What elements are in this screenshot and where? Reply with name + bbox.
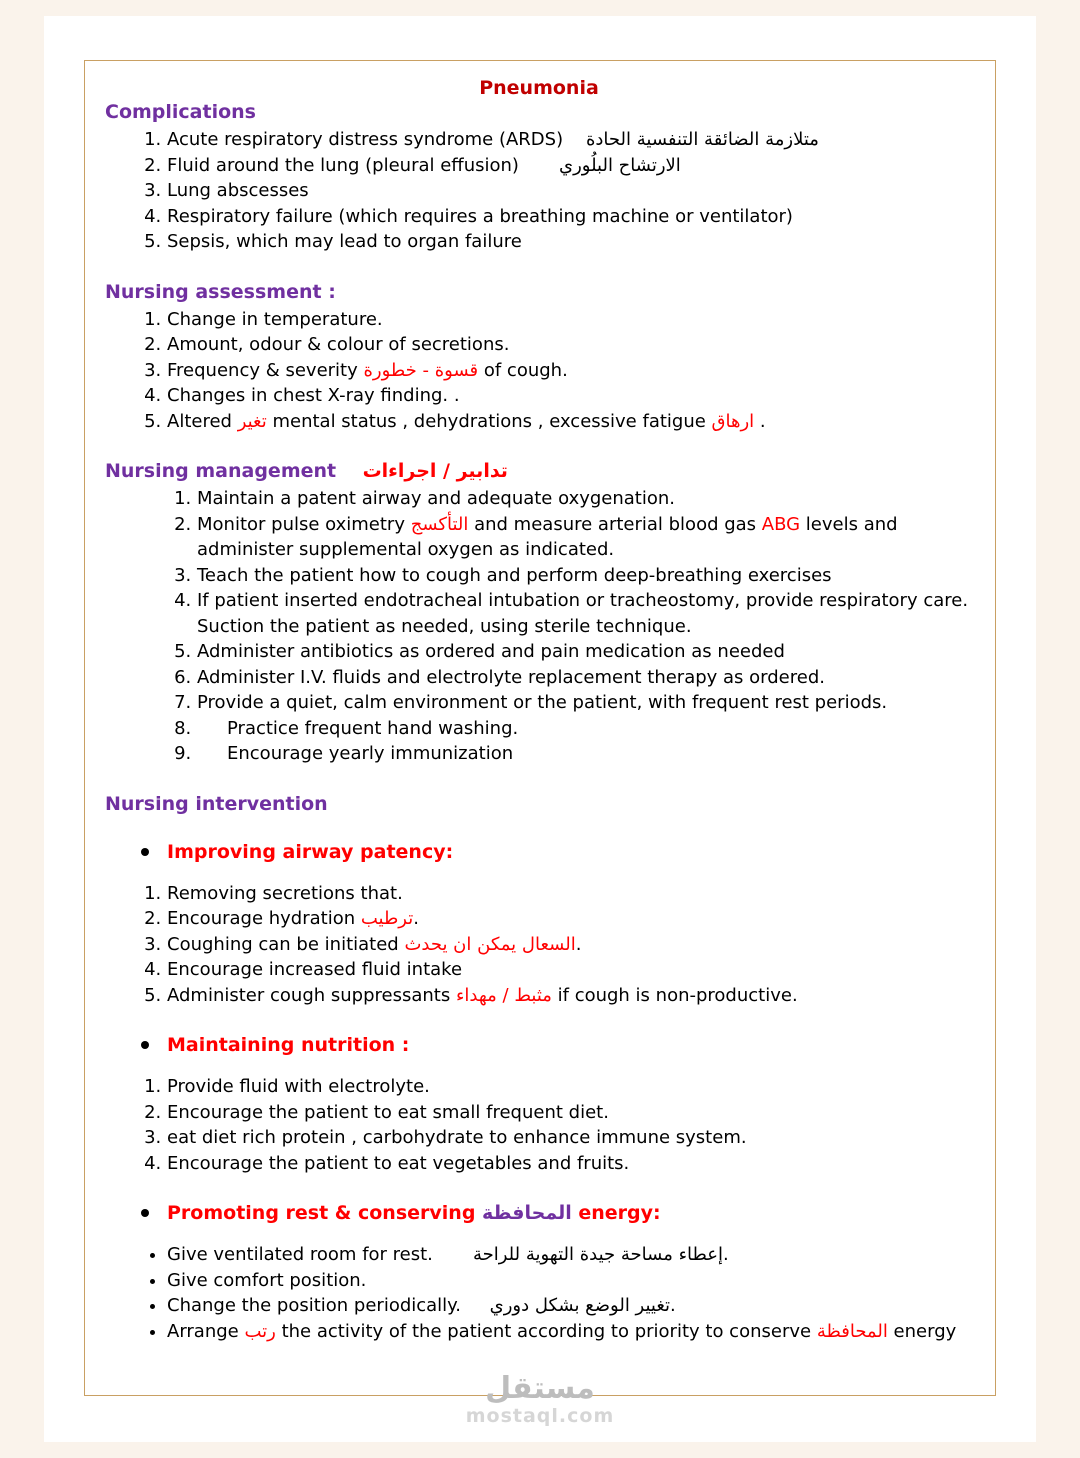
list-item	[167, 358, 973, 384]
list-item	[167, 1319, 973, 1345]
text-segment: تغير	[237, 410, 267, 432]
section-heading-nursing-intervention	[105, 793, 973, 815]
text-segment: Changes in chest X-ray finding. .	[167, 385, 460, 406]
text-segment: Frequency & severity	[167, 359, 364, 381]
text-segment: mental status , dehydrations , excessive fatigue	[266, 410, 712, 432]
text-segment: Teach the patient how to cough and perform deep-breathing exercises	[197, 564, 832, 586]
section-heading-nursing-assessment	[105, 281, 973, 303]
text-segment: Encourage yearly immunization	[227, 743, 514, 764]
list-item	[167, 153, 973, 179]
list-item	[167, 1268, 973, 1294]
text-segment: of cough.	[478, 359, 568, 381]
text-segment: المحافظة	[482, 1202, 572, 1224]
text-segment: مثبط / مهداء	[455, 984, 552, 1006]
subsection-heading-improving-airway	[105, 841, 973, 863]
list-item	[167, 1151, 973, 1177]
bullet-icon	[141, 848, 149, 856]
list-item	[167, 906, 973, 932]
list-item	[167, 1242, 973, 1268]
list-item	[167, 409, 973, 435]
text-segment: المحافظة	[816, 1320, 888, 1342]
text-segment: تدابير / اجراءات	[362, 460, 508, 482]
section-complications	[105, 101, 973, 255]
list-item	[197, 716, 973, 742]
text-segment: التأكسج	[410, 513, 469, 535]
section-heading-complications	[105, 101, 973, 123]
section-nursing-assessment	[105, 281, 973, 435]
text-segment: تغيير الوضع بشكل دوري.	[489, 1295, 676, 1316]
text-segment: Maintain a patent airway and adequate oxygenation.	[197, 488, 676, 509]
list-item	[197, 665, 973, 691]
subsection-improving-airway-patency	[105, 841, 973, 1009]
page-content	[84, 60, 996, 1396]
text-segment: Sepsis, which may lead to organ failure	[167, 231, 522, 252]
text-segment: energy	[887, 1320, 957, 1342]
text-segment: Encourage the patient to eat small frequent diet.	[167, 1101, 609, 1123]
text-segment: Encourage increased fluid intake	[167, 959, 463, 980]
list-item	[167, 178, 973, 204]
text-segment: energy:	[571, 1202, 661, 1224]
text-segment: Administer cough suppressants	[167, 984, 456, 1006]
section-heading-nursing-management	[105, 460, 973, 482]
text-segment: Monitor pulse oximetry	[197, 513, 411, 535]
list-item	[197, 588, 973, 639]
subsection-heading-text	[167, 1034, 409, 1056]
subsection-heading-text	[167, 1202, 661, 1224]
list-item	[167, 957, 973, 983]
subsection-promoting-rest	[105, 1202, 973, 1344]
text-segment: Respiratory failure (which requires a breathing machine or ventilator)	[167, 205, 793, 227]
text-segment: Nursing assessment :	[105, 280, 336, 303]
text-segment: Administer I.V. fluids and electrolyte replacement therapy as ordered.	[197, 666, 825, 688]
text-segment: Lung abscesses	[167, 180, 309, 201]
text-segment: eat diet rich protein , carbohydrate to enhance immune system.	[167, 1127, 747, 1148]
text-segment: رتب	[244, 1320, 276, 1342]
text-segment: Give ventilated room for rest.	[167, 1244, 473, 1265]
text-segment: Fluid around the lung (pleural effusion)	[167, 154, 559, 176]
nursing-assessment-list	[105, 307, 973, 435]
text-segment: Acute respiratory distress syndrome (ARDS)	[167, 129, 586, 150]
maintaining-nutrition-list	[105, 1074, 973, 1176]
text-segment: متلازمة الضائقة التنفسية الحادة	[585, 129, 819, 150]
text-segment: Encourage hydration	[167, 908, 361, 929]
list-item	[167, 881, 973, 907]
text-segment	[336, 460, 362, 482]
text-segment: Encourage the patient to eat vegetables and fruits.	[167, 1152, 630, 1174]
text-segment: الارتشاح البلُوري	[559, 154, 681, 176]
nursing-management-list	[105, 486, 973, 767]
list-item	[197, 741, 973, 767]
text-segment: Change in temperature.	[167, 308, 383, 330]
watermark-domain: mostaql.com	[465, 1405, 615, 1428]
text-segment: إعطاء مساحة جيدة التهوية للراحة.	[472, 1244, 729, 1265]
complications-list	[105, 127, 973, 255]
text-segment: Give comfort position.	[167, 1269, 367, 1291]
text-segment: Provide fluid with electrolyte.	[167, 1076, 430, 1097]
text-segment: Removing secretions that.	[167, 882, 403, 904]
document-title: Pneumonia	[479, 77, 599, 99]
text-segment: Nursing management	[105, 460, 337, 482]
text-segment: Arrange	[167, 1320, 245, 1342]
list-item	[167, 127, 973, 153]
list-item	[197, 690, 973, 716]
list-item	[197, 512, 973, 563]
list-item	[167, 1100, 973, 1126]
text-segment: قسوة - خطورة	[363, 359, 479, 381]
subsection-maintaining-nutrition	[105, 1034, 973, 1176]
text-segment: Complications	[105, 101, 256, 123]
list-item	[197, 563, 973, 589]
text-segment: Improving airway patency:	[167, 840, 454, 863]
section-nursing-management	[105, 460, 973, 767]
text-segment: if cough is non-productive.	[551, 984, 798, 1006]
text-segment: Promoting rest & conserving	[167, 1202, 483, 1224]
promoting-rest-list	[105, 1242, 973, 1344]
text-segment: Administer antibiotics as ordered and pain medication as needed	[197, 641, 785, 662]
text-segment: levels and administer supplemental oxygen as indicated.	[197, 513, 904, 560]
text-segment: Nursing intervention	[105, 792, 328, 815]
improving-airway-list	[105, 881, 973, 1009]
text-segment: Provide a quiet, calm environment or the patient, with frequent rest periods.	[197, 692, 888, 713]
text-segment: Altered	[167, 410, 238, 432]
document-sheet	[44, 16, 1036, 1442]
list-item	[167, 1293, 973, 1319]
list-item	[167, 383, 973, 409]
list-item	[167, 932, 973, 958]
text-segment: the activity of the patient according to priority to conserve	[275, 1320, 817, 1342]
text-segment: Amount, odour & colour of secretions.	[167, 334, 510, 355]
text-segment: Coughing can be initiated	[167, 933, 405, 955]
text-segment: ارهاق	[711, 410, 755, 432]
text-segment: ترطيب	[360, 908, 414, 929]
list-item	[167, 1125, 973, 1151]
text-segment: ABG	[761, 513, 801, 535]
list-item	[167, 983, 973, 1009]
text-segment: Change the position periodically.	[167, 1295, 490, 1316]
list-item	[167, 307, 973, 333]
text-segment: Practice frequent hand washing.	[227, 717, 519, 739]
watermark-arabic-logo: مستقل	[485, 1370, 595, 1406]
subsection-heading-promoting-rest	[105, 1202, 973, 1224]
text-segment: .	[754, 410, 766, 432]
bullet-icon	[141, 1209, 149, 1217]
section-nursing-intervention	[105, 793, 973, 815]
text-segment: .	[575, 933, 582, 955]
list-item	[167, 204, 973, 230]
subsection-heading-text	[167, 841, 453, 863]
list-item	[167, 229, 973, 255]
list-item	[167, 332, 973, 358]
text-segment: If patient inserted endotracheal intubation or tracheostomy, provide respiratory care. Suction the patient as needed, using sterile technique.	[197, 590, 974, 637]
text-segment: السعال يمكن ان يحدث	[404, 933, 576, 955]
text-segment: and measure arterial blood gas	[468, 513, 762, 535]
list-item	[197, 639, 973, 665]
bullet-icon	[141, 1041, 149, 1049]
list-item	[167, 1074, 973, 1100]
text-segment: Maintaining nutrition :	[167, 1034, 410, 1056]
subsection-heading-maintaining-nutrition	[105, 1034, 973, 1056]
text-segment: .	[413, 908, 419, 929]
list-item	[197, 486, 973, 512]
